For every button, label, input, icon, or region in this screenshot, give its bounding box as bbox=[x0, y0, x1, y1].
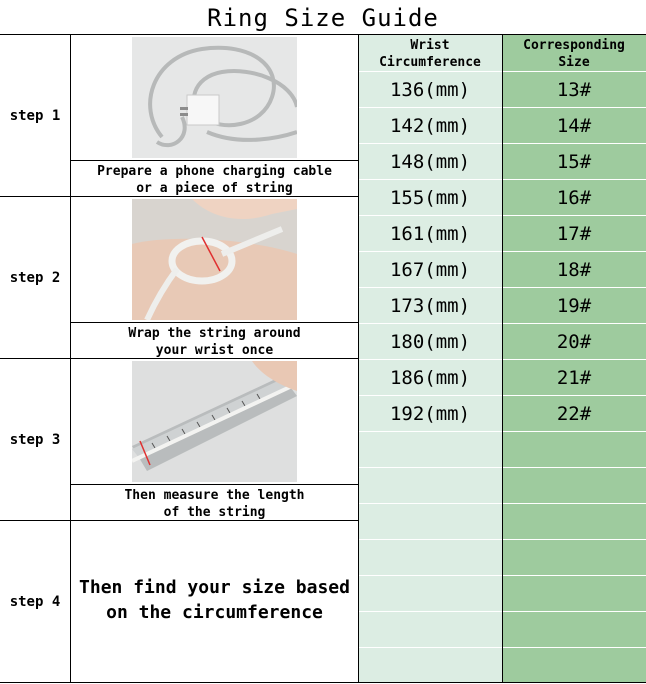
caption3-top-line bbox=[70, 484, 359, 485]
wrist-value: 136(mm) bbox=[389, 79, 471, 101]
page-title: Ring Size Guide bbox=[207, 4, 439, 32]
step-2-label: step 2 bbox=[9, 270, 61, 286]
step-4-label: step 4 bbox=[9, 594, 61, 610]
step-1-caption-line1: Prepare a phone charging cable bbox=[97, 164, 332, 179]
header-size-line2: Size bbox=[558, 55, 590, 70]
wrist-value: 161(mm) bbox=[389, 223, 471, 245]
step-4-instruction bbox=[71, 575, 358, 625]
phone-charger-cable-photo bbox=[132, 37, 297, 158]
wrist-value: 167(mm) bbox=[389, 259, 471, 281]
grid-table-split-line bbox=[502, 34, 503, 683]
size-cell bbox=[502, 432, 646, 468]
size-value: 21# bbox=[556, 367, 592, 389]
wrist-cell bbox=[358, 432, 502, 468]
wrist-value: 173(mm) bbox=[389, 295, 471, 317]
wrist-cell bbox=[358, 576, 502, 612]
size-value: 22# bbox=[556, 403, 592, 425]
step-2-caption-line2: your wrist once bbox=[155, 343, 274, 358]
step-4-line1: Then find your size based bbox=[79, 577, 350, 598]
caption1-top-line bbox=[70, 160, 359, 161]
step-2-caption bbox=[71, 325, 358, 359]
size-cell bbox=[502, 576, 646, 612]
size-value: 19# bbox=[556, 295, 592, 317]
header-wrist-circumference bbox=[358, 37, 502, 71]
step-1-label: step 1 bbox=[9, 108, 61, 124]
size-value: 20# bbox=[556, 331, 592, 353]
size-cell bbox=[502, 540, 646, 576]
size-cell bbox=[502, 612, 646, 648]
step-3-caption bbox=[71, 487, 358, 521]
ruler-measure-photo bbox=[132, 361, 297, 482]
wrist-cell bbox=[358, 468, 502, 504]
wrist-value: 142(mm) bbox=[389, 115, 471, 137]
wrist-cell bbox=[358, 648, 502, 684]
header-wrist-line1: Wrist bbox=[410, 38, 450, 53]
header-size-line1: Corresponding bbox=[523, 38, 625, 53]
step-2-caption-line1: Wrap the string around bbox=[128, 326, 301, 341]
size-value: 15# bbox=[556, 151, 592, 173]
size-cell bbox=[502, 648, 646, 684]
step-4-line2: on the circumference bbox=[106, 602, 323, 623]
wrist-wrap-photo bbox=[132, 199, 297, 320]
step-3-caption-line1: Then measure the length bbox=[124, 488, 305, 503]
wrist-value: 155(mm) bbox=[389, 187, 471, 209]
step-3-caption-line2: of the string bbox=[163, 505, 266, 520]
size-value: 18# bbox=[556, 259, 592, 281]
caption2-top-line bbox=[70, 322, 359, 323]
size-value: 13# bbox=[556, 79, 592, 101]
grid-top-line bbox=[0, 34, 646, 35]
size-value: 17# bbox=[556, 223, 592, 245]
size-cell bbox=[502, 504, 646, 540]
wrist-value: 148(mm) bbox=[389, 151, 471, 173]
header-wrist-line2: Circumference bbox=[379, 55, 481, 70]
size-cell bbox=[502, 468, 646, 504]
grid-bottom-line bbox=[0, 682, 646, 683]
step-1-caption bbox=[71, 163, 358, 197]
wrist-value: 186(mm) bbox=[389, 367, 471, 389]
size-value: 14# bbox=[556, 115, 592, 137]
wrist-cell bbox=[358, 612, 502, 648]
step-1-caption-line2: or a piece of string bbox=[136, 181, 293, 196]
wrist-value: 180(mm) bbox=[389, 331, 471, 353]
wrist-cell bbox=[358, 540, 502, 576]
size-value: 16# bbox=[556, 187, 592, 209]
wrist-value: 192(mm) bbox=[389, 403, 471, 425]
wrist-cell bbox=[358, 504, 502, 540]
header-corresponding-size bbox=[502, 37, 646, 71]
step-3-label: step 3 bbox=[9, 432, 61, 448]
